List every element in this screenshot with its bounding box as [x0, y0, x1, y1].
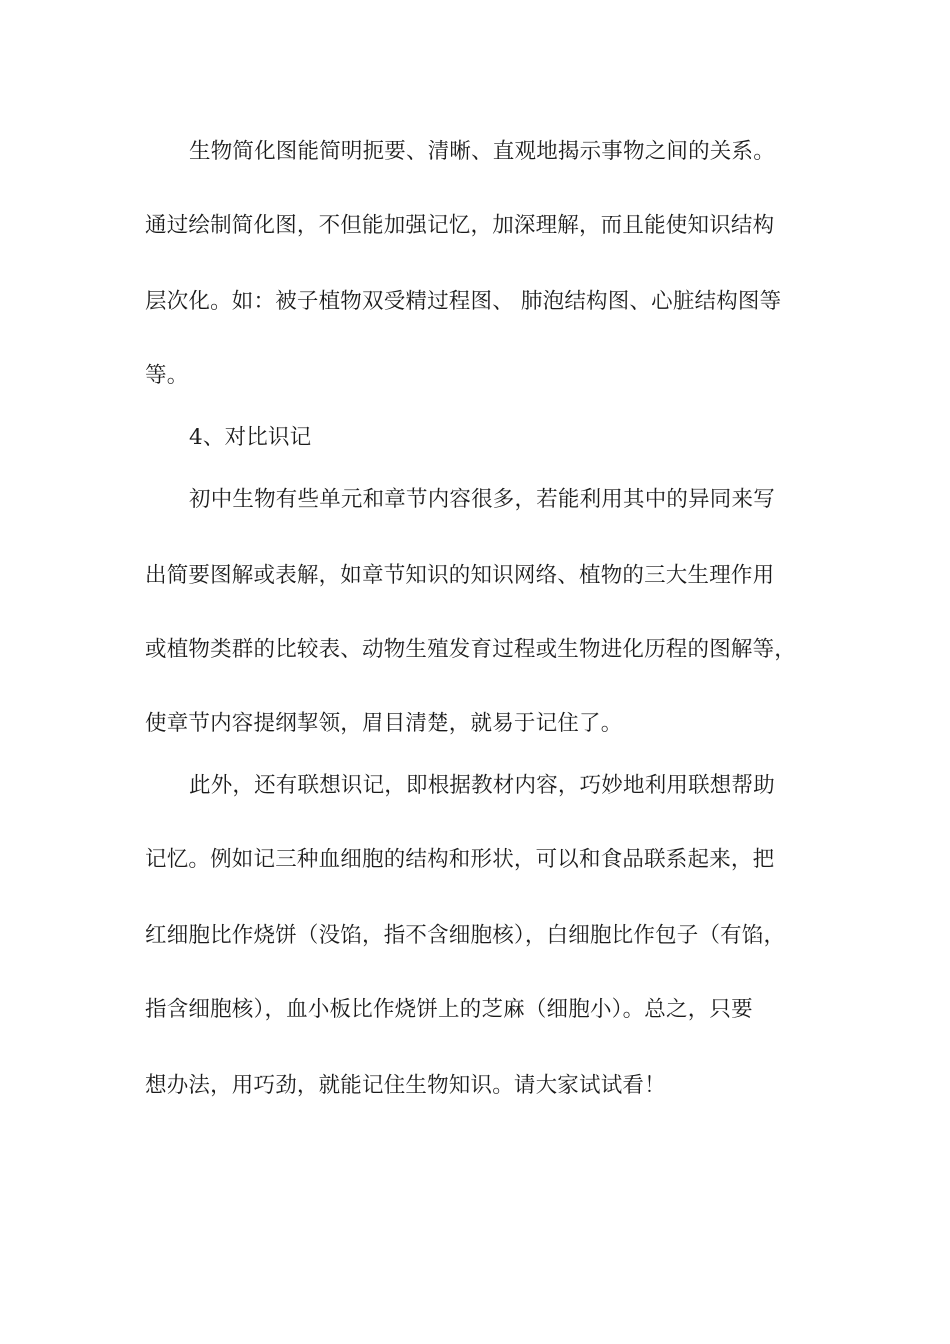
paragraph-line: 通过绘制简化图，不但能加强记忆，加深理解，而且能使知识结构 [145, 213, 775, 238]
paragraph-line: 层次化。如：被子植物双受精过程图、 肺泡结构图、心脏结构图等 [145, 289, 782, 314]
paragraph-line: 等。 [145, 363, 189, 388]
paragraph-line: 记忆。例如记三种血细胞的结构和形状，可以和食品联系起来，把 [145, 847, 775, 872]
paragraph-line: 此外，还有联想识记，即根据教材内容，巧妙地利用联想帮助 [189, 773, 775, 798]
paragraph-line: 使章节内容提纲挈领，眉目清楚，就易于记住了。 [145, 711, 623, 736]
paragraph-line: 出简要图解或表解，如章节知识的知识网络、植物的三大生理作用 [145, 563, 775, 588]
paragraph-line: 指含细胞核），血小板比作烧饼上的芝麻（细胞小）。总之，只要 [145, 997, 753, 1022]
paragraph-line: 想办法，用巧劲，就能记住生物知识。请大家试试看！ [145, 1073, 666, 1098]
section-heading: 4、对比识记 [189, 425, 312, 450]
paragraph-line: 红细胞比作烧饼（没馅，指不含细胞核），白细胞比作包子（有馅， [145, 923, 786, 948]
paragraph-line: 生物简化图能简明扼要、清晰、直观地揭示事物之间的关系。 [189, 139, 775, 164]
paragraph-line: 初中生物有些单元和章节内容很多，若能利用其中的异同来写 [189, 487, 775, 512]
paragraph-line: 或植物类群的比较表、动物生殖发育过程或生物进化历程的图解等， [145, 637, 797, 662]
